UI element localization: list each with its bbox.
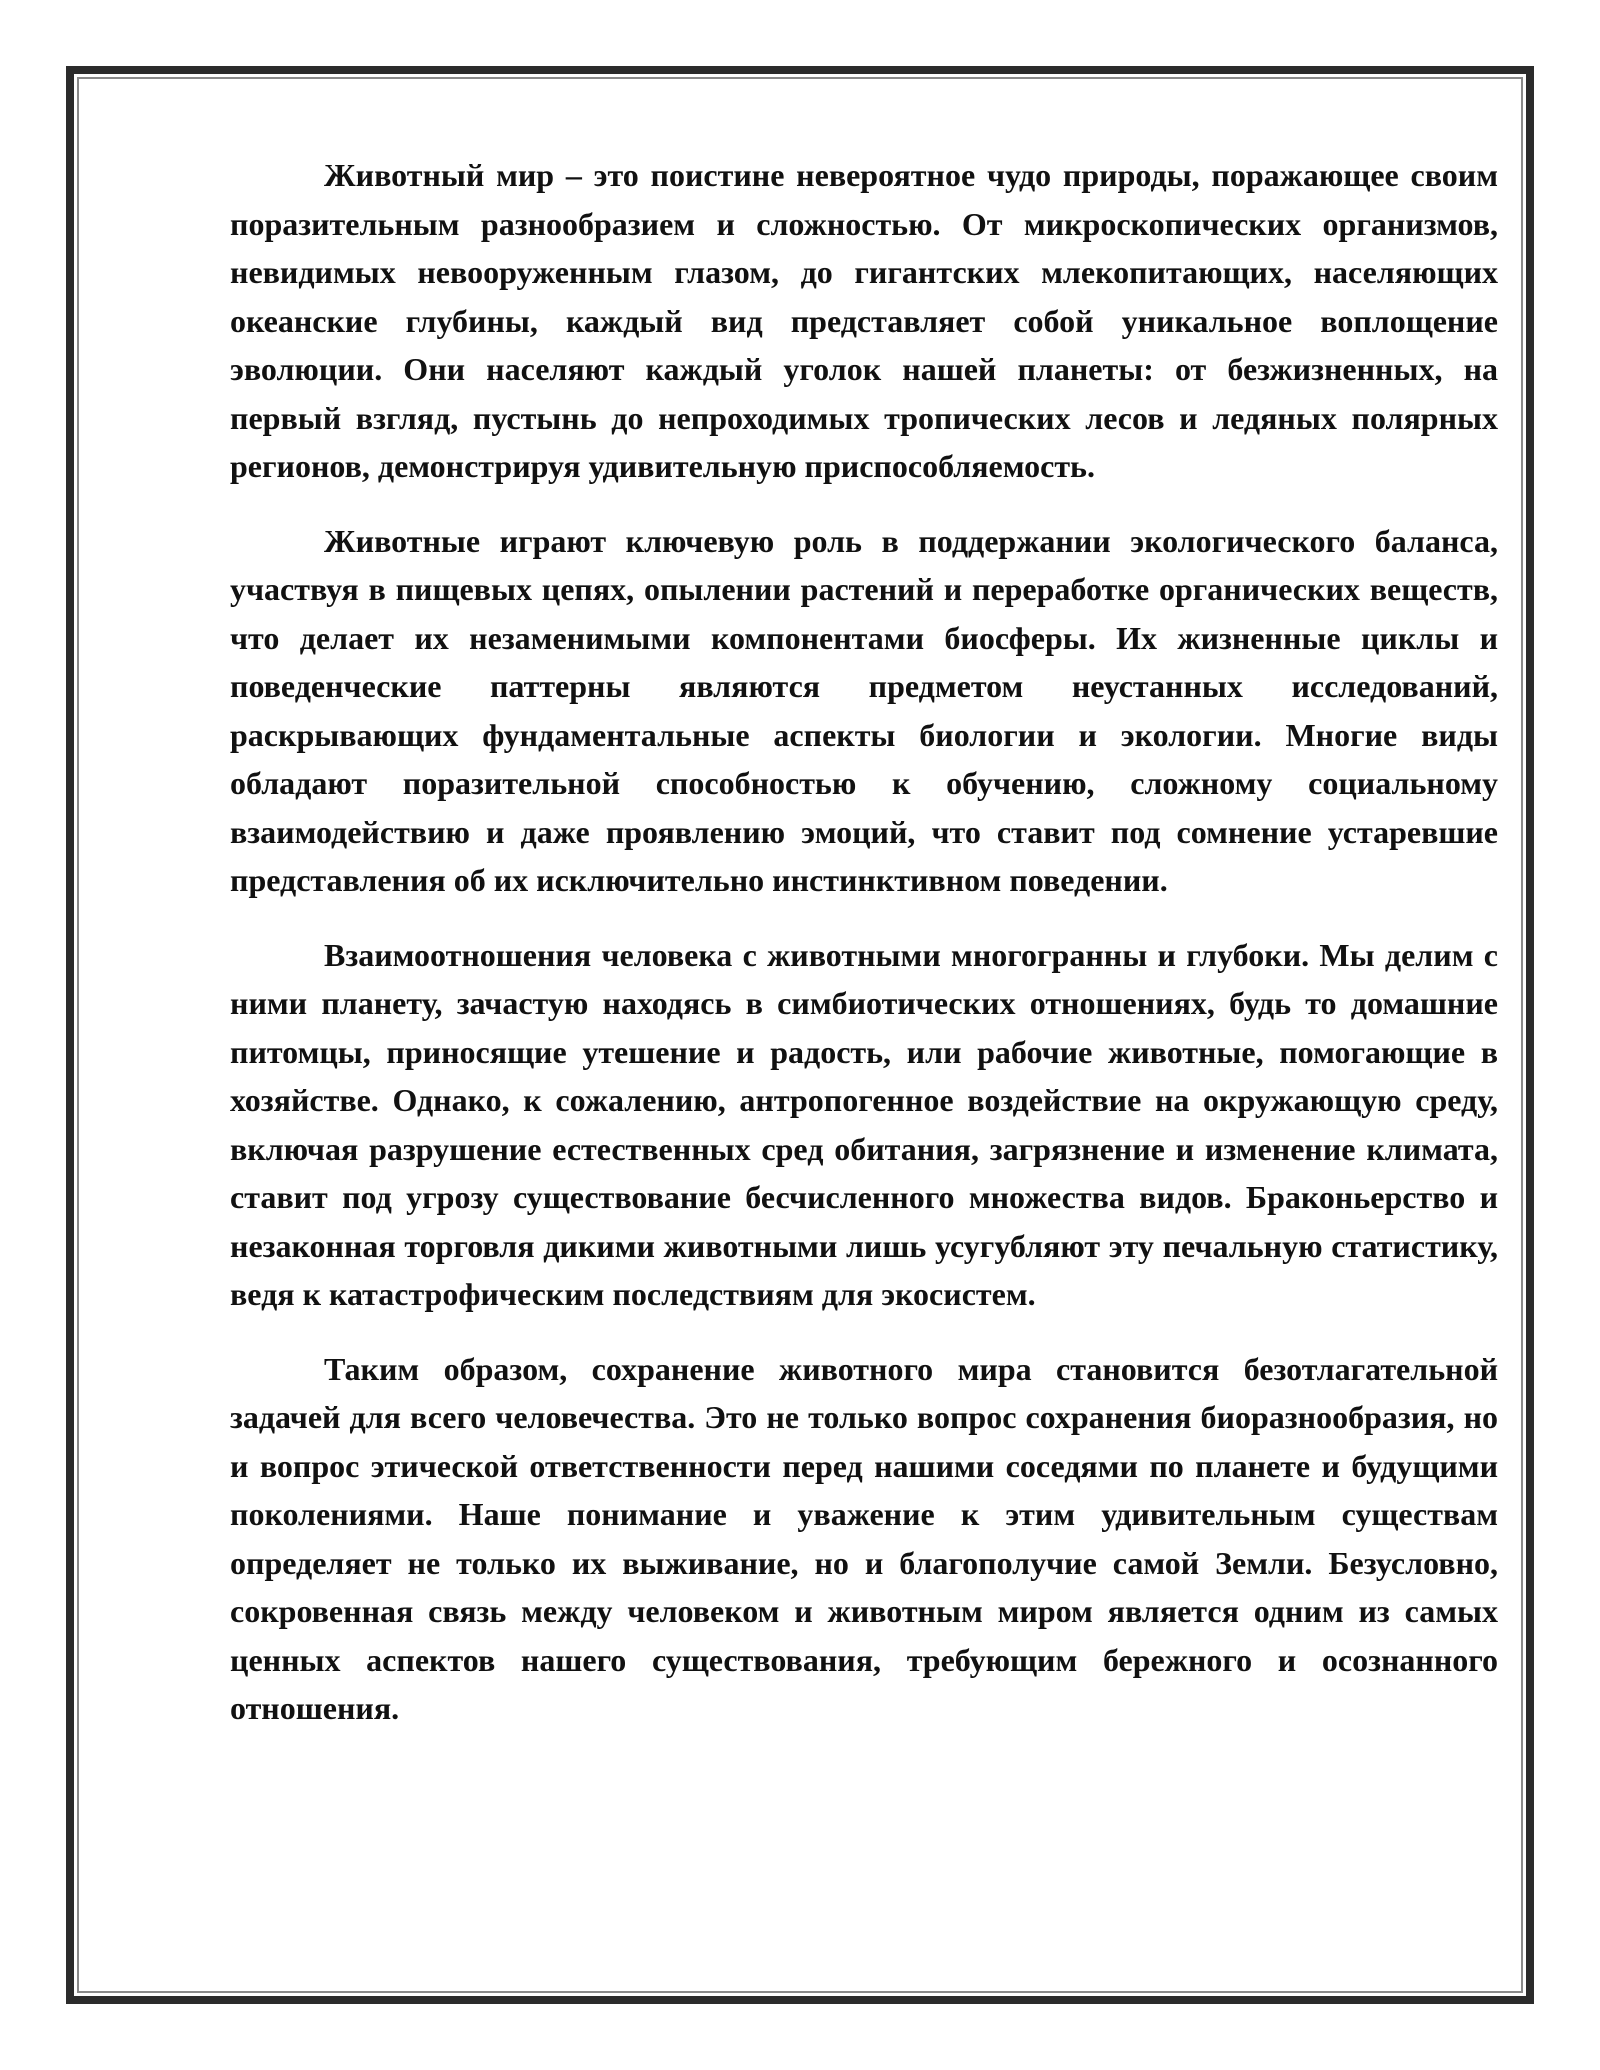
paragraph-4: Таким образом, сохранение животного мира становится безотлагательной задачей для всего человечества. Это не только вопрос сохранения биоразнообразия, но и вопрос этической ответственности перед нашими соседями по планете и будущими поколениями. Наше понимание и уважение к этим удивительным существам определяет не только их выживание, но и благополучие самой Земли. Безусловно, сокровенная связь между человеком и животным миром является одним из самых ценных аспектов нашего существования, требующим бережного и осознанного отношения. — [230, 1350, 1498, 1726]
document-body — [230, 151, 1498, 1759]
paragraph-2: Животные играют ключевую роль в поддержании экологического баланса, участвуя в пищевых цепях, опылении растений и переработке органических веществ, что делает их незаменимыми компонентами биосферы. Их жизненные циклы и поведенческие паттерны являются предметом неустанных исследований, раскрывающих фундаментальные аспекты биологии и экологии. Многие виды обладают поразительной способностью к обучению, сложному социальному взаимодействию и даже проявлению эмоций, что ставит под сомнение устаревшие представления об их исключительно инстинктивном поведении. — [230, 522, 1498, 898]
page-border-frame — [66, 66, 1534, 2004]
paragraph-1: Животный мир – это поистине невероятное чудо природы, поражающее своим поразительным разнообразием и сложностью. От микроскопических организмов, невидимых невооруженным глазом, до гигантских млекопитающих, населяющих океанские глубины, каждый вид представляет собой уникальное воплощение эволюции. Они населяют каждый уголок нашей планеты: от безжизненных, на первый взгляд, пустынь до непроходимых тропических лесов и ледяных полярных регионов, демонстрируя удивительную приспособляемость. — [230, 157, 1498, 484]
paragraph-3: Взаимоотношения человека с животными многогранны и глубоки. Мы делим с ними планету, зачастую находясь в симбиотических отношениях, будь то домашние питомцы, приносящие утешение и радость, или рабочие животные, помогающие в хозяйстве. Однако, к сожалению, антропогенное воздействие на окружающую среду, включая разрушение естественных сред обитания, загрязнение и изменение климата, ставит под угрозу существование бесчисленного множества видов. Браконьерство и незаконная торговля дикими животными лишь усугубляют эту печальную статистику, ведя к катастрофическим последствиям для экосистем. — [230, 936, 1498, 1312]
